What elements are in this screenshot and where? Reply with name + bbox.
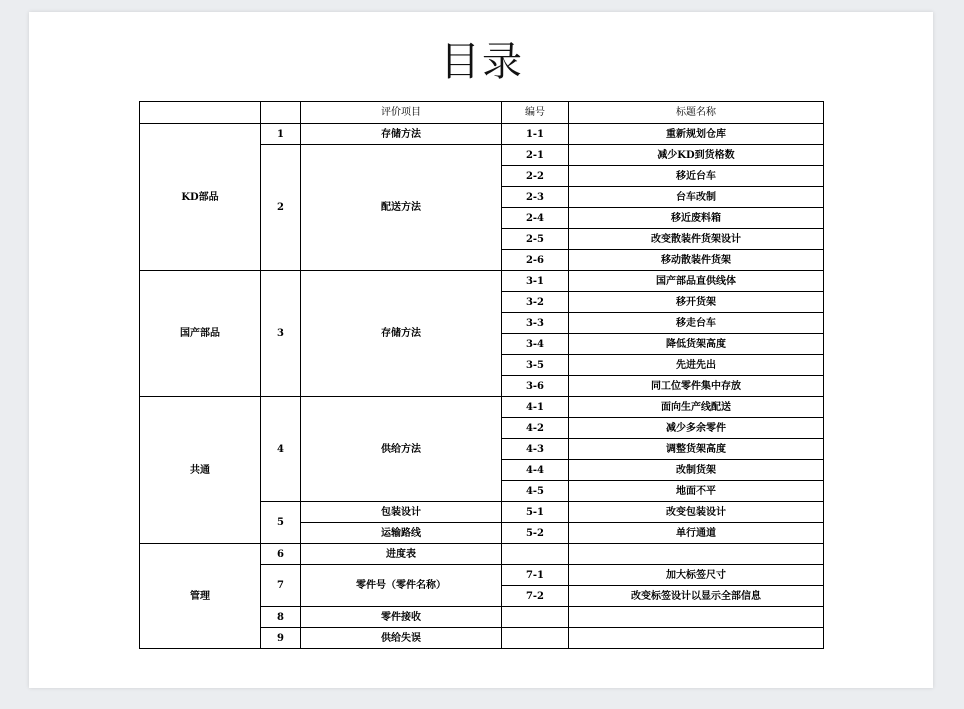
group-cell: 管理 <box>140 544 261 649</box>
name-cell: 移近台车 <box>569 166 824 187</box>
group-cell: KD部品 <box>140 124 261 271</box>
number-cell: 5 <box>261 502 301 544</box>
item-cell: 零件号（零件名称） <box>301 565 502 607</box>
code-cell: 2-1 <box>502 145 569 166</box>
number-cell: 1 <box>261 124 301 145</box>
table-row <box>140 271 824 292</box>
code-cell: 2-2 <box>502 166 569 187</box>
number-cell: 7 <box>261 565 301 607</box>
group-cell: 国产部品 <box>140 271 261 397</box>
number-cell: 9 <box>261 628 301 649</box>
item-cell: 进度表 <box>301 544 502 565</box>
header-cell-code: 编号 <box>502 102 569 124</box>
name-cell: 改制货架 <box>569 460 824 481</box>
name-cell <box>569 607 824 628</box>
name-cell: 降低货架高度 <box>569 334 824 355</box>
contents-table <box>139 101 824 649</box>
name-cell: 减少多余零件 <box>569 418 824 439</box>
name-cell <box>569 628 824 649</box>
item-cell: 零件接收 <box>301 607 502 628</box>
code-cell: 4-2 <box>502 418 569 439</box>
name-cell: 同工位零件集中存放 <box>569 376 824 397</box>
name-cell: 加大标签尺寸 <box>569 565 824 586</box>
header-cell-item: 评价项目 <box>301 102 502 124</box>
number-cell: 2 <box>261 145 301 271</box>
code-cell: 1-1 <box>502 124 569 145</box>
code-cell: 2-6 <box>502 250 569 271</box>
name-cell: 重新规划仓库 <box>569 124 824 145</box>
name-cell: 地面不平 <box>569 481 824 502</box>
item-cell: 配送方法 <box>301 145 502 271</box>
code-cell: 2-5 <box>502 229 569 250</box>
table-header-row <box>140 102 824 124</box>
name-cell <box>569 544 824 565</box>
name-cell: 先进先出 <box>569 355 824 376</box>
item-cell: 供给失误 <box>301 628 502 649</box>
number-cell: 3 <box>261 271 301 397</box>
table-row <box>140 397 824 418</box>
number-cell: 4 <box>261 397 301 502</box>
name-cell: 改变包装设计 <box>569 502 824 523</box>
name-cell: 单行通道 <box>569 523 824 544</box>
group-cell: 共通 <box>140 397 261 544</box>
header-cell-name: 标题名称 <box>569 102 824 124</box>
code-cell: 3-5 <box>502 355 569 376</box>
item-cell: 存储方法 <box>301 124 502 145</box>
code-cell: 4-3 <box>502 439 569 460</box>
code-cell: 4-1 <box>502 397 569 418</box>
header-cell-number <box>261 102 301 124</box>
name-cell: 改变散装件货架设计 <box>569 229 824 250</box>
item-cell: 包装设计 <box>301 502 502 523</box>
item-cell: 存储方法 <box>301 271 502 397</box>
code-cell: 5-1 <box>502 502 569 523</box>
name-cell: 移近废料箱 <box>569 208 824 229</box>
name-cell: 减少KD到货格数 <box>569 145 824 166</box>
item-cell: 供给方法 <box>301 397 502 502</box>
name-cell: 移动散装件货架 <box>569 250 824 271</box>
code-cell <box>502 628 569 649</box>
code-cell <box>502 544 569 565</box>
name-cell: 移开货架 <box>569 292 824 313</box>
code-cell: 7-1 <box>502 565 569 586</box>
table-row <box>140 124 824 145</box>
code-cell: 7-2 <box>502 586 569 607</box>
code-cell: 2-4 <box>502 208 569 229</box>
code-cell: 4-5 <box>502 481 569 502</box>
code-cell: 4-4 <box>502 460 569 481</box>
code-cell: 3-3 <box>502 313 569 334</box>
name-cell: 调整货架高度 <box>569 439 824 460</box>
code-cell: 3-4 <box>502 334 569 355</box>
name-cell: 国产部品直供线体 <box>569 271 824 292</box>
header-cell-group <box>140 102 261 124</box>
table-row <box>140 544 824 565</box>
number-cell: 8 <box>261 607 301 628</box>
code-cell <box>502 607 569 628</box>
code-cell: 5-2 <box>502 523 569 544</box>
number-cell: 6 <box>261 544 301 565</box>
code-cell: 3-6 <box>502 376 569 397</box>
item-cell: 运输路线 <box>301 523 502 544</box>
name-cell: 台车改制 <box>569 187 824 208</box>
code-cell: 3-2 <box>502 292 569 313</box>
code-cell: 2-3 <box>502 187 569 208</box>
name-cell: 移走台车 <box>569 313 824 334</box>
name-cell: 面向生产线配送 <box>569 397 824 418</box>
document-title: 目录 <box>440 39 524 85</box>
name-cell: 改变标签设计以显示全部信息 <box>569 586 824 607</box>
code-cell: 3-1 <box>502 271 569 292</box>
